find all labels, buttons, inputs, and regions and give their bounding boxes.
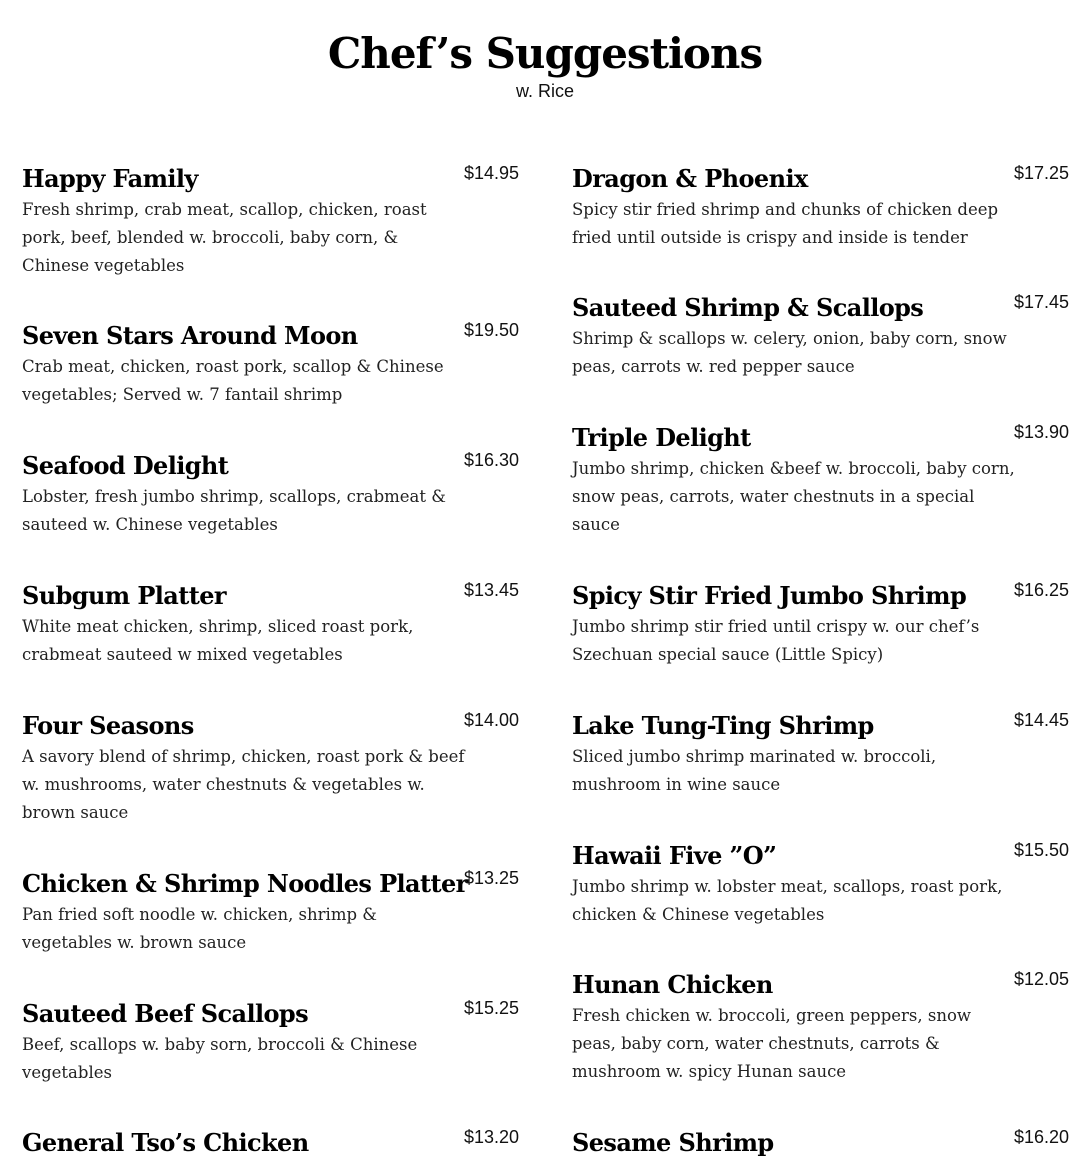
item-price: $12.05 bbox=[1013, 969, 1069, 989]
item-name: Seafood Delight bbox=[22, 451, 229, 480]
menu-item bbox=[572, 839, 1069, 929]
item-price: $13.25 bbox=[463, 868, 519, 888]
item-description: Pan fried soft noodle w. chicken, shrimp & vegetables w. brown sauce bbox=[22, 905, 377, 952]
menu-item bbox=[572, 162, 1069, 252]
item-description: White meat chicken, shrimp, sliced roast pork, crabmeat sauteed w mixed vegetables bbox=[22, 617, 414, 664]
item-name: Happy Family bbox=[22, 164, 198, 193]
item-name: Subgum Platter bbox=[22, 581, 226, 610]
menu-item bbox=[572, 709, 1069, 799]
item-name: Hunan Chicken bbox=[572, 970, 773, 999]
item-price: $13.90 bbox=[1013, 422, 1069, 442]
item-price: $14.45 bbox=[1013, 710, 1069, 730]
menu-item bbox=[572, 968, 1069, 1086]
menu-item bbox=[22, 319, 519, 409]
item-price: $15.25 bbox=[463, 998, 519, 1018]
item-name: Lake Tung-Ting Shrimp bbox=[572, 711, 874, 740]
menu-item bbox=[22, 449, 519, 539]
menu-item bbox=[572, 421, 1069, 539]
item-name: Sauteed Shrimp & Scallops bbox=[572, 293, 924, 322]
item-price: $16.30 bbox=[463, 450, 519, 470]
item-price: $13.45 bbox=[463, 580, 519, 600]
page-subtitle: w. Rice bbox=[515, 81, 575, 101]
item-price: $16.20 bbox=[1013, 1127, 1069, 1147]
item-price: $15.50 bbox=[1013, 840, 1069, 860]
item-price: $13.20 bbox=[463, 1127, 519, 1147]
item-description: Spicy stir fried shrimp and chunks of chicken deep fried until outside is crispy and inside is tender bbox=[572, 200, 999, 247]
item-description: A savory blend of shrimp, chicken, roast pork & beef w. mushrooms, water chestnuts & vegetables w. brown sauce bbox=[22, 747, 465, 822]
menu-header bbox=[0, 28, 1090, 102]
item-name: Sesame Shrimp bbox=[572, 1128, 774, 1157]
menu-item bbox=[572, 291, 1069, 381]
item-name: Four Seasons bbox=[22, 711, 194, 740]
page-title: Chef’s Suggestions bbox=[327, 29, 763, 78]
item-description: Beef, scallops w. baby sorn, broccoli & Chinese vegetables bbox=[22, 1035, 418, 1082]
item-name: Spicy Stir Fried Jumbo Shrimp bbox=[572, 581, 967, 610]
menu-item bbox=[22, 709, 519, 827]
item-price: $14.95 bbox=[463, 163, 519, 183]
item-name: Dragon & Phoenix bbox=[572, 164, 808, 193]
item-description: Shrimp & scallops w. celery, onion, baby corn, snow peas, carrots w. red pepper sauce bbox=[572, 329, 1007, 376]
menu-item bbox=[22, 867, 519, 957]
item-name: Chicken & Shrimp Noodles Platter bbox=[22, 869, 468, 898]
item-price: $17.25 bbox=[1013, 163, 1069, 183]
menu-item bbox=[22, 579, 519, 669]
item-description: Jumbo shrimp stir fried until crispy w. our chef’s Szechuan special sauce (Little Spicy) bbox=[572, 617, 980, 664]
item-description: Fresh shrimp, crab meat, scallop, chicken, roast pork, beef, blended w. broccoli, baby corn, & Chinese vegetables bbox=[22, 200, 427, 275]
item-description: Lobster, fresh jumbo shrimp, scallops, crabmeat & sauteed w. Chinese vegetables bbox=[22, 487, 446, 534]
item-name: Triple Delight bbox=[572, 423, 751, 452]
menu-item bbox=[572, 579, 1069, 669]
menu-item bbox=[22, 1126, 519, 1160]
item-description: Crab meat, chicken, roast pork, scallop & Chinese vegetables; Served w. 7 fantail shrimp bbox=[22, 357, 444, 404]
item-price: $17.45 bbox=[1013, 292, 1069, 312]
item-name: Hawaii Five ”O” bbox=[572, 841, 777, 870]
item-name: Seven Stars Around Moon bbox=[22, 321, 358, 350]
menu-item bbox=[572, 1126, 1069, 1160]
item-description: Jumbo shrimp, chicken &beef w. broccoli, baby corn, snow peas, carrots, water chestnuts in a special sauce bbox=[572, 459, 1015, 534]
item-description: Fresh chicken w. broccoli, green peppers, snow peas, baby corn, water chestnuts, carrots & mushroom w. spicy Hunan sauce bbox=[572, 1006, 972, 1081]
item-description: Jumbo shrimp w. lobster meat, scallops, roast pork, chicken & Chinese vegetables bbox=[572, 877, 1003, 924]
menu-item bbox=[22, 162, 519, 280]
item-name: General Tso’s Chicken bbox=[22, 1128, 309, 1157]
item-description: Sliced jumbo shrimp marinated w. broccoli, mushroom in wine sauce bbox=[572, 747, 937, 794]
item-price: $14.00 bbox=[463, 710, 519, 730]
item-price: $19.50 bbox=[463, 320, 519, 340]
menu-item bbox=[22, 997, 519, 1087]
item-name: Sauteed Beef Scallops bbox=[22, 999, 309, 1028]
item-price: $16.25 bbox=[1013, 580, 1069, 600]
